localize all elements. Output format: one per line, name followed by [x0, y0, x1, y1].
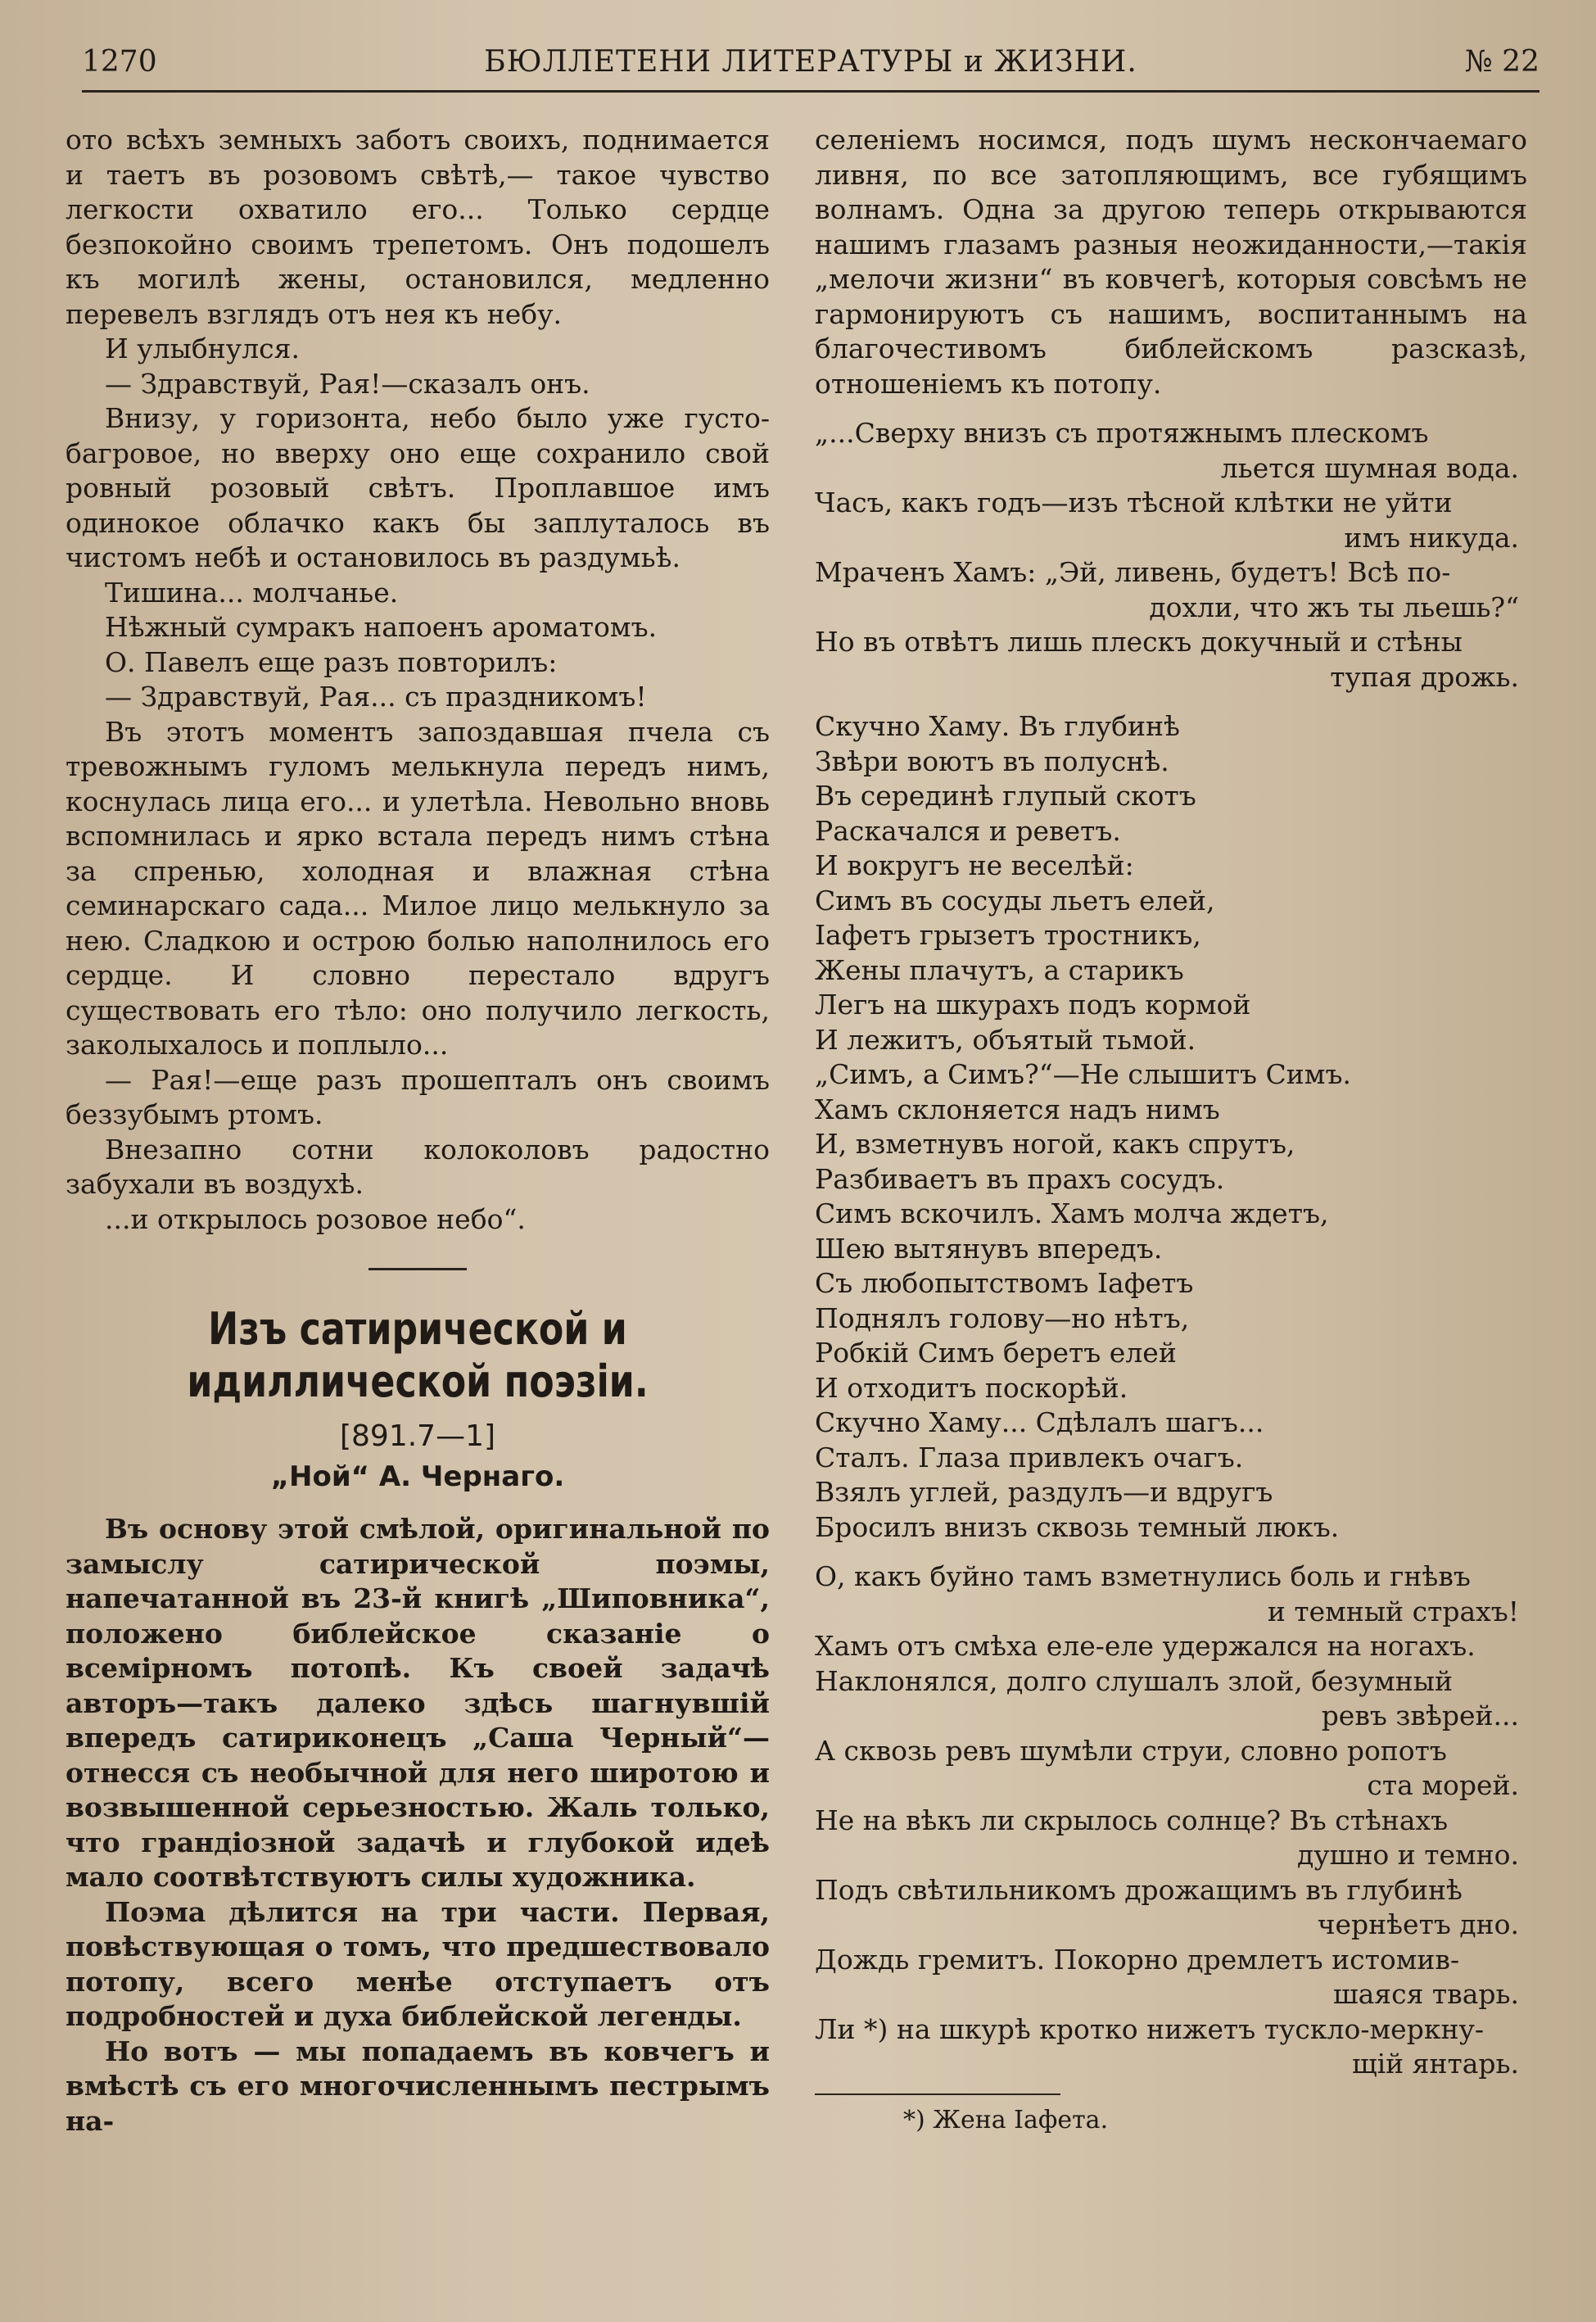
- poem-line: Разбиваетъ въ прахъ сосудъ.: [815, 1162, 1225, 1195]
- paragraph: ото всѣхъ земныхъ заботъ своихъ, поднимается и таетъ въ розовомъ свѣтѣ,— такое чувство легкости охватило его... Только сердце безпокойно своимъ трепетомъ. Онъ подошелъ къ могилѣ жены, остановился, медленно перевелъ взглядъ отъ нея къ небу.: [66, 124, 770, 330]
- poem-line: Дождь гремитъ. Покорно дремлетъ истомив-: [815, 1943, 1460, 1976]
- poem-line: Наклонялся, долго слушалъ злой, безумный: [815, 1664, 1453, 1697]
- poem-line: „...Сверху внизъ съ протяжнымъ плескомъ: [815, 417, 1429, 449]
- paragraph: — Здравствуй, Рая!—сказалъ онъ.: [105, 367, 590, 400]
- paragraph: ...и открылось розовое небо“.: [105, 1202, 526, 1235]
- paragraph: И улыбнулся.: [105, 333, 300, 364]
- paragraph: — Здравствуй, Рая... съ праздникомъ!: [105, 681, 647, 713]
- paragraph: Нѣжный сумракъ напоенъ ароматомъ.: [105, 611, 658, 643]
- poem-line-continuation: ста морей.: [1367, 1769, 1519, 1801]
- poem-line: Поднялъ голову—но нѣтъ,: [815, 1301, 1190, 1334]
- paragraph: О. Павелъ еще разъ повторилъ:: [105, 645, 558, 678]
- poem-line: Но въ отвѣтъ лишь плескъ докучный и стѣны: [815, 626, 1463, 658]
- poem-line: Часъ, какъ годъ—изъ тѣсной клѣтки не уйти: [815, 487, 1453, 518]
- poem-line: Бросилъ внизъ сквозь темный люкъ.: [815, 1510, 1340, 1543]
- poem-line-continuation: имъ никуда.: [1344, 521, 1519, 554]
- poem-line-continuation: шаяся тварь.: [1332, 1978, 1519, 2010]
- poem-line: Ли *) на шкурѣ кротко нижетъ тускло-меркну-: [815, 2012, 1485, 2045]
- paragraph: селеніемъ носимся, подъ шумъ нескончаемаго ливня, по все затопляющимъ, все губящимъ волнамъ. Одна за другою теперь открываются нашимъ глазамъ разныя неожиданности,—такія „мелочи жизни“ въ ковчегѣ, которыя совсѣмъ не гармонируютъ съ нашимъ, воспитаннымъ на благочестивомъ библейскомъ разсказѣ, отношеніемъ къ потопу.: [815, 124, 1527, 400]
- poem-line: Не на вѣкъ ли скрылось солнце? Въ стѣнахъ: [815, 1804, 1449, 1836]
- poem-line: Іафетъ грызетъ тростникъ,: [815, 919, 1201, 951]
- poem-line-continuation: льется шумная вода.: [1220, 451, 1519, 484]
- issue-number: № 22: [1464, 45, 1539, 79]
- poem-line: Звѣри воютъ въ полуснѣ.: [815, 745, 1169, 777]
- poem-line: Мраченъ Хамъ: „Эй, ливень, будетъ! Всѣ по-: [815, 556, 1451, 588]
- poem-quote-stanza: [815, 1559, 1527, 2082]
- udc-code: [891.7—1]: [339, 1419, 496, 1453]
- journal-title: БЮЛЛЕТЕНИ ЛИТЕРАТУРЫ и ЖИЗНИ.: [484, 45, 1137, 79]
- review-paragraph: Въ основу этой смѣлой, оригинальной по замыслу сатирической поэмы, напечатанной въ 23-й книгѣ „Шиповника“, положено библейское сказаніе о всемірномъ потопѣ. Къ своей задачѣ авторъ—такъ далеко здѣсь шагнувшій впередъ сатириконецъ „Саша Черный“—отнесся съ необычной для него широтою и возвышенной серьезностью. Жаль только, что грандіозной задачѣ и глубокой идеѣ мало соотвѣтствуютъ силы художника.: [66, 1513, 770, 1893]
- poem-line: Хамъ отъ смѣха еле-еле удержался на ногахъ.: [815, 1630, 1476, 1662]
- paragraph: Внизу, у горизонта, небо было уже густо-багровое, но вверху оно еще сохранило свой ровный розовый свѣтъ. Проплавшое имъ одинокое облачко какъ бы заплуталось въ чистомъ небѣ и остановилось въ раздумьѣ.: [66, 402, 770, 573]
- poem-line: Въ серединѣ глупый скотъ: [815, 780, 1196, 812]
- paragraph: Въ этотъ моментъ запоздавшая пчела съ тревожнымъ гуломъ мелькнула передъ нимъ, коснулась лица его... и улетѣла. Невольно вновь вспомнилась и ярко встала передъ нимъ стѣна за спренью, холодная и влажная стѣна семинарскаго сада... Милое лицо мелькнуло за нею. Сладкою и острою болью наполнилось его сердце. И словно перестало вдругъ существовать его тѣло: оно получило легкость, заколыхалось и поплыло...: [66, 715, 770, 1061]
- poem-line: Шею вытянувъ впередъ.: [815, 1232, 1163, 1265]
- poem-line: Легъ на шкурахъ подъ кормой: [815, 989, 1251, 1021]
- poem-line: О, какъ буйно тамъ взметнулись боль и гнѣвъ: [815, 1560, 1471, 1592]
- paragraph: — Рая!—еще разъ прошепталъ онъ своимъ беззубымъ ртомъ.: [66, 1063, 770, 1130]
- poem-line: И лежитъ, объятый тьмой.: [815, 1023, 1196, 1056]
- section-title: Изъ сатирической и идиллической поэзіи.: [187, 1303, 649, 1407]
- poem-line: Симъ въ сосуды льетъ елей,: [815, 884, 1215, 917]
- right-column: [815, 123, 1527, 2138]
- poem-line: И вокругъ не веселѣй:: [815, 849, 1134, 881]
- page-number: 1270: [82, 45, 157, 79]
- review-paragraph: Поэма дѣлится на три части. Первая, повѣствующая о томъ, что предшествовало потопу, всего менѣе отступаетъ отъ подробностей и духа библейской легенды.: [66, 1895, 770, 2032]
- poem-line: А сквозь ревъ шумѣли струи, словно ропотъ: [815, 1734, 1447, 1767]
- poem-line: Скучно Хаму. Въ глубинѣ: [815, 710, 1180, 742]
- poem-line: Сталъ. Глаза привлекъ очагъ.: [815, 1441, 1244, 1473]
- poem-line: Скучно Хаму... Сдѣлалъ шагъ...: [815, 1406, 1264, 1438]
- poem-line: Жены плачутъ, а старикъ: [815, 953, 1184, 986]
- poem-line: Подъ свѣтильникомъ дрожащимъ въ глубинѣ: [815, 1873, 1463, 1906]
- footnote-rule: [815, 2093, 1060, 2095]
- poem-line-continuation: ревъ звѣрей...: [1321, 1700, 1519, 1731]
- poem-line: И, взметнувъ ногой, какъ спрутъ,: [815, 1128, 1295, 1160]
- review-subtitle: „Ной“ А. Чернаго.: [270, 1460, 565, 1493]
- left-column: [66, 123, 770, 2139]
- poem-line-continuation: чернѣетъ дно.: [1317, 1908, 1519, 1940]
- poem-quote: [815, 709, 1527, 1545]
- poem-line-continuation: дохли, что жъ ты льешь?“: [1149, 591, 1519, 623]
- poem-line: Робкій Симъ беретъ елей: [815, 1337, 1177, 1369]
- poem-line: Съ любопытствомъ Іафетъ: [815, 1267, 1194, 1299]
- poem-line-continuation: и темный страхъ!: [1267, 1595, 1519, 1627]
- section-separator: [368, 1268, 467, 1270]
- footnote: *) Жена Іафета.: [903, 2105, 1109, 2134]
- poem-line-continuation: щій янтарь.: [1351, 2048, 1519, 2080]
- poem-quote-stanza: [815, 416, 1527, 695]
- poem-line: И отходитъ поскорѣй.: [815, 1371, 1128, 1404]
- poem-line: „Симъ, а Симъ?“—Не слышитъ Симъ.: [815, 1058, 1351, 1090]
- poem-line: Раскачался и реветъ.: [815, 814, 1121, 847]
- running-header: [82, 41, 1539, 93]
- poem-line: Хамъ склоняется надъ нимъ: [815, 1093, 1220, 1125]
- poem-line-continuation: душно и темно.: [1296, 1839, 1519, 1871]
- paragraph: Внезапно сотни колоколовъ радостно забухали въ воздухѣ.: [66, 1133, 770, 1200]
- poem-line: Взялъ углей, раздулъ—и вдругъ: [815, 1476, 1273, 1508]
- paragraph: Тишина... молчанье.: [105, 576, 399, 609]
- poem-line-continuation: тупая дрожь.: [1330, 660, 1519, 693]
- poem-line: Симъ вскочилъ. Хамъ молча ждетъ,: [815, 1197, 1329, 1229]
- review-paragraph: Но вотъ — мы попадаемъ въ ковчегъ и вмѣстѣ съ его многочисленнымъ пестрымъ на-: [66, 2035, 770, 2137]
